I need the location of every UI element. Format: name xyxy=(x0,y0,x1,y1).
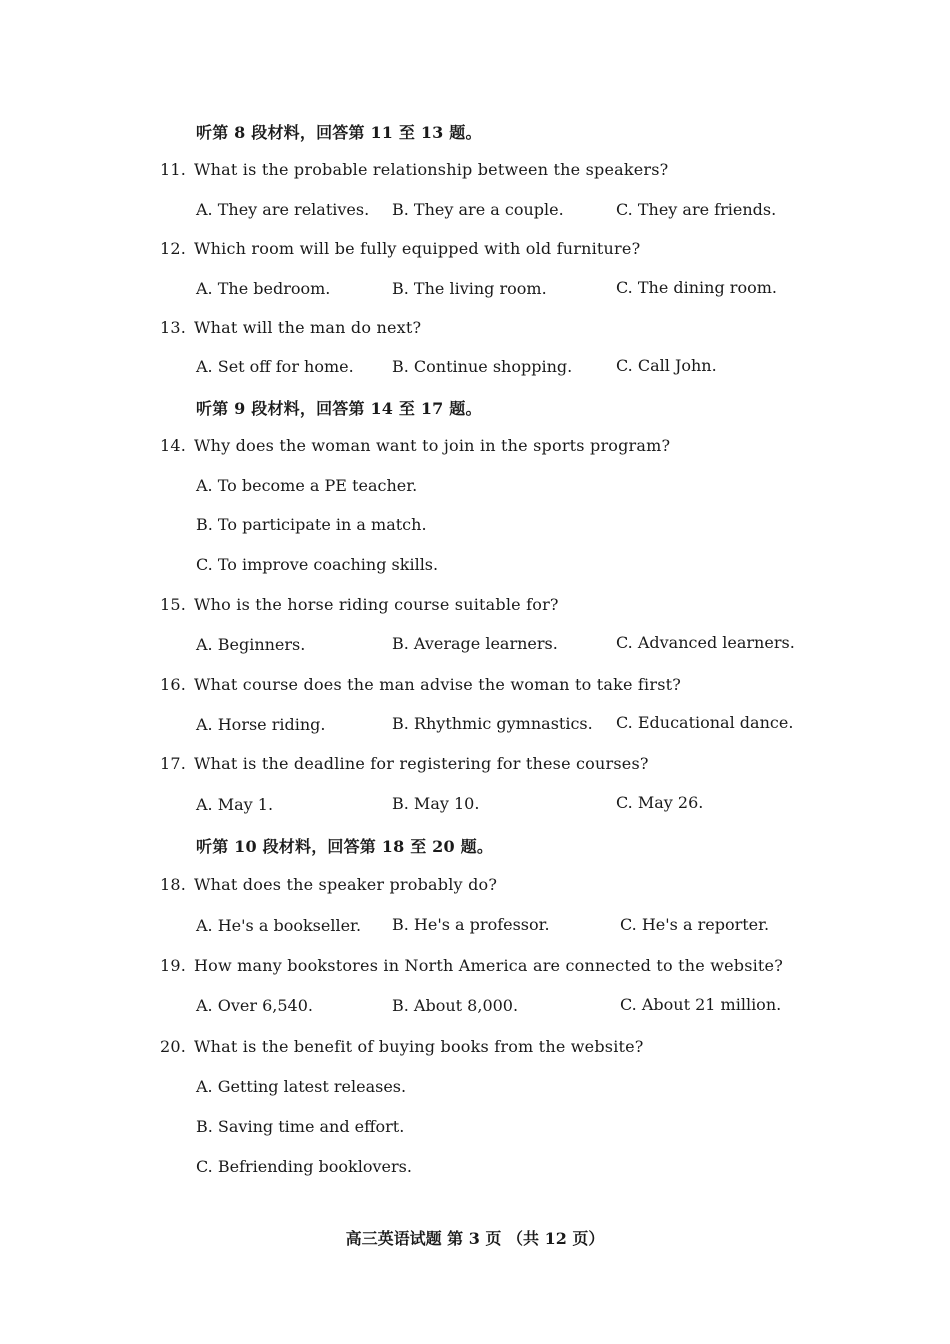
question-text: What will the man do next? xyxy=(194,318,422,337)
question-number: 13. xyxy=(160,318,187,337)
option-c: C. He's a reporter. xyxy=(620,915,770,934)
page-footer: 高三英语试题 第 3 页 （共 12 页） xyxy=(345,1229,605,1248)
option-c: C. About 21 million. xyxy=(620,995,782,1014)
option-c: C. Educational dance. xyxy=(616,713,794,732)
question-number: 19. xyxy=(160,956,187,975)
question-text: What course does the man advise the woman to take first? xyxy=(194,675,682,694)
option-b: B. About 8,000. xyxy=(392,996,519,1015)
option-c: C. Call John. xyxy=(616,356,717,375)
option-a: A. Over 6,540. xyxy=(196,996,313,1015)
option-b: B. They are a couple. xyxy=(392,200,564,219)
question-17 xyxy=(160,754,649,773)
question-11 xyxy=(160,160,668,179)
question-number: 11. xyxy=(160,160,187,179)
option-a: A. To become a PE teacher. xyxy=(196,476,418,495)
question-text: What is the deadline for registering for these courses? xyxy=(194,754,649,773)
question-16 xyxy=(160,675,681,694)
question-number: 12. xyxy=(160,239,187,258)
question-text: How many bookstores in North America are connected to the website? xyxy=(194,956,784,975)
option-a: A. May 1. xyxy=(196,795,274,814)
option-b: B. Rhythmic gymnastics. xyxy=(392,714,593,733)
option-b: B. He's a professor. xyxy=(392,915,550,934)
question-14 xyxy=(160,436,670,455)
section-header: 听第 10 段材料，回答第 18 至 20 题。 xyxy=(196,837,494,856)
question-text: Which room will be fully equipped with old furniture? xyxy=(194,239,641,258)
question-number: 17. xyxy=(160,754,187,773)
question-18 xyxy=(160,875,497,894)
question-19 xyxy=(160,956,783,975)
option-b: B. To participate in a match. xyxy=(196,515,427,534)
question-13 xyxy=(160,318,421,337)
question-text: Who is the horse riding course suitable for? xyxy=(194,595,559,614)
option-a: A. They are relatives. xyxy=(196,200,370,219)
question-number: 14. xyxy=(160,436,187,455)
option-c: C. To improve coaching skills. xyxy=(196,555,439,574)
option-c: C. Advanced learners. xyxy=(616,633,795,652)
question-text: What is the benefit of buying books from the website? xyxy=(194,1037,644,1056)
question-text: Why does the woman want to join in the sports program? xyxy=(194,436,671,455)
option-a: A. Horse riding. xyxy=(196,715,326,734)
option-b: B. Average learners. xyxy=(392,634,558,653)
option-c: C. Befriending booklovers. xyxy=(196,1157,412,1176)
question-text: What is the probable relationship between the speakers? xyxy=(194,160,669,179)
question-number: 15. xyxy=(160,595,187,614)
option-a: A. The bedroom. xyxy=(196,279,331,298)
option-b: B. Saving time and effort. xyxy=(196,1117,405,1136)
question-20 xyxy=(160,1037,644,1056)
section-header: 听第 9 段材料，回答第 14 至 17 题。 xyxy=(196,399,482,418)
question-15 xyxy=(160,595,559,614)
option-c: C. May 26. xyxy=(616,793,704,812)
option-b: B. May 10. xyxy=(392,794,480,813)
option-b: B. Continue shopping. xyxy=(392,357,573,376)
option-a: A. Set off for home. xyxy=(196,357,354,376)
question-text: What does the speaker probably do? xyxy=(194,875,498,894)
question-12 xyxy=(160,239,640,258)
option-a: A. Getting latest releases. xyxy=(196,1077,407,1096)
option-a: A. He's a bookseller. xyxy=(196,916,362,935)
option-c: C. The dining room. xyxy=(616,278,777,297)
question-number: 20. xyxy=(160,1037,187,1056)
option-a: A. Beginners. xyxy=(196,635,306,654)
question-number: 18. xyxy=(160,875,187,894)
question-number: 16. xyxy=(160,675,187,694)
option-c: C. They are friends. xyxy=(616,200,777,219)
section-header: 听第 8 段材料，回答第 11 至 13 题。 xyxy=(196,123,482,142)
option-b: B. The living room. xyxy=(392,279,547,298)
